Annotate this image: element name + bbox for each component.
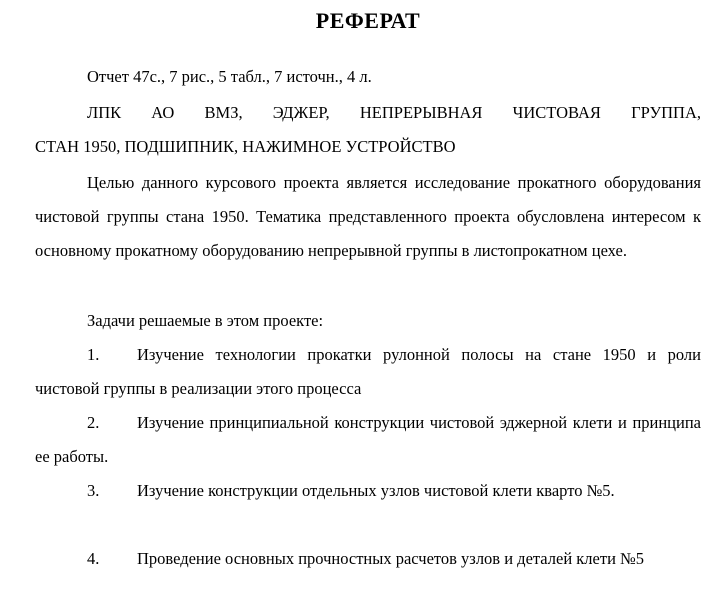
task-number: 3. bbox=[87, 481, 100, 500]
task-number: 4. bbox=[87, 549, 100, 568]
task-text: Изучение конструкции отдельных узлов чистовой клети кварто №5. bbox=[137, 481, 615, 500]
task-item bbox=[35, 542, 701, 576]
keywords-line-2: СТАН 1950, ПОДШИПНИК, НАЖИМНОЕ УСТРОЙСТВО bbox=[35, 137, 456, 156]
keywords-line-1: ЛПК АО ВМЗ, ЭДЖЕР, НЕПРЕРЫВНАЯ ЧИСТОВАЯ ГРУППА, bbox=[87, 103, 701, 122]
task-item bbox=[35, 406, 701, 474]
purpose-paragraph: Целью данного курсового проекта является исследование прокатного оборудования чистовой группы стана 1950. Тематика представленного проекта обусловлена интересом к основному прокатному оборудованию непрерывной группы в листопрокатном цехе. bbox=[35, 173, 701, 260]
task-number: 1. bbox=[87, 345, 100, 364]
task-number: 2. bbox=[87, 413, 100, 432]
task-item bbox=[35, 474, 701, 508]
tasks-heading: Задачи решаемые в этом проекте: bbox=[87, 311, 324, 330]
task-text: Проведение основных прочностных расчетов узлов и деталей клети №5 bbox=[137, 549, 645, 568]
task-item bbox=[35, 338, 701, 406]
task-text: Изучение принципиальной конструкции чистовой эджерной клети и принципа ее работы. bbox=[35, 413, 701, 466]
document-title: РЕФЕРАТ bbox=[315, 8, 421, 33]
report-stats: Отчет 47с., 7 рис., 5 табл., 7 источн., 4 л. bbox=[87, 67, 372, 86]
task-text: Изучение технологии прокатки рулонной полосы на стане 1950 и роли чистовой группы в реализации этого процесса bbox=[35, 345, 701, 398]
